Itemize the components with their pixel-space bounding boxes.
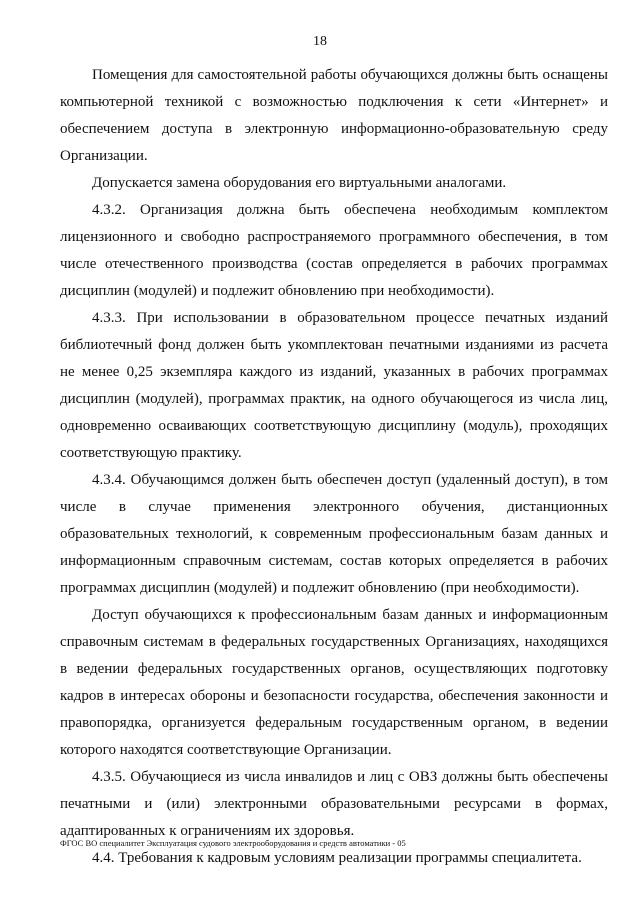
paragraph-virtual-analogs: Допускается замена оборудования его виртуальными аналогами. <box>92 175 507 191</box>
page-footer: ФГОС ВО специалитет Эксплуатация судового электрооборудования и средств автоматики - 05 <box>60 838 406 848</box>
document-body <box>60 62 608 872</box>
paragraph-4-3-2: 4.3.2. Организация должна быть обеспечена необходимым комплектом лицензионного и свободно распространяемого программного обеспечения, в том числе отечественного производства (состав определяется в рабочих программах дисциплин (модулей) и подлежит обновлению при необходимости). <box>60 202 608 299</box>
paragraph-4-4-heading: 4.4. Требования к кадровым условиям реализации программы специалитета. <box>92 850 582 866</box>
paragraph-premises-equipment: Помещения для самостоятельной работы обучающихся должны быть оснащены компьютерной техникой с возможностью подключения к сети «Интернет» и обеспечением доступа в электронную информационно-образовательную среду Организации. <box>60 67 608 164</box>
paragraph-4-3-3: 4.3.3. При использовании в образовательном процессе печатных изданий библиотечный фонд должен быть укомплектован печатными изданиями из расчета не менее 0,25 экземпляра каждого из изданий, указанных в рабочих программах дисциплин (модулей), программах практик, на одного обучающегося из числа лиц, одновременно осваивающих соответствующую дисциплину (модуль), проходящих соответствующую практику. <box>60 310 608 461</box>
page-number: 18 <box>313 34 327 49</box>
paragraph-database-access: Доступ обучающихся к профессиональным базам данных и информационным справочным системам в федеральных государственных Организациях, находящихся в ведении федеральных государственных органов, осуществляющих подготовку кадров в интересах обороны и безопасности государства, обеспечения законности и правопорядка, организуется федеральным государственным органом, в ведении которого находятся соответствующие Организации. <box>60 607 608 758</box>
paragraph-4-3-5: 4.3.5. Обучающиеся из числа инвалидов и лиц с ОВЗ должны быть обеспечены печатными и (или) электронными образовательными ресурсами в формах, адаптированных к ограничениям их здоровья. <box>60 769 608 839</box>
paragraph-4-3-4: 4.3.4. Обучающимся должен быть обеспечен доступ (удаленный доступ), в том числе в случае применения электронного обучения, дистанционных образовательных технологий, к современным профессиональным базам данных и информационным справочным системам, состав которых определяется в рабочих программах дисциплин (модулей) и подлежит обновлению (при необходимости). <box>60 472 608 596</box>
